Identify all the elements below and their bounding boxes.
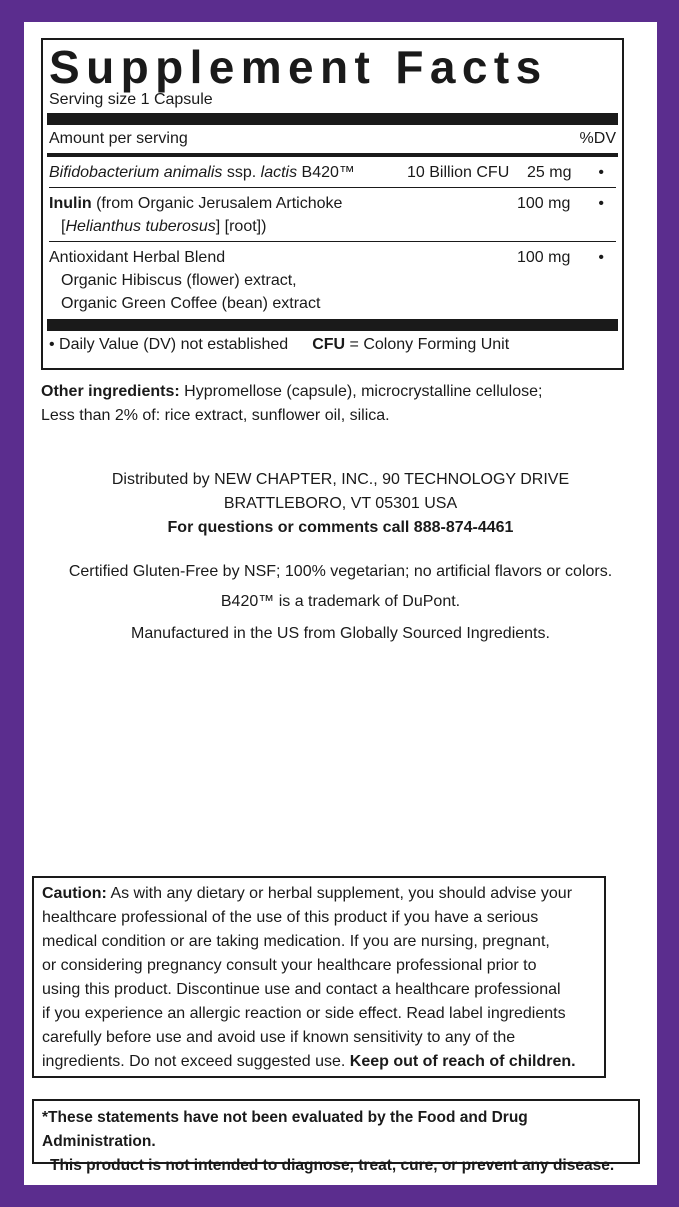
keep-out-warning: Keep out of reach of children. <box>349 1053 576 1070</box>
contact-phone: For questions or comments call 888-874-4461 <box>167 519 514 536</box>
other-ingredients-line2: Less than 2% of: rice extract, sunflower oil, silica. <box>41 407 390 424</box>
dv-marker: • <box>598 195 604 212</box>
fda-disclaimer-line: *These statements have not been evaluated by the Food and Drug Administration. <box>42 1109 528 1150</box>
facts-title: Supplement Facts <box>49 41 548 93</box>
ingredient-row-inulin <box>49 188 616 242</box>
cfu-definition: = Colony Forming Unit <box>345 336 510 353</box>
ingredient-amount: 100 mg <box>517 195 571 212</box>
fda-disclaimer-box <box>32 1099 640 1174</box>
dv-footnote: • Daily Value (DV) not established <box>49 336 289 353</box>
ingredient-name: Bifidobacterium animalis ssp. lactis B420™ <box>49 164 355 181</box>
blend-component: Organic Hibiscus (flower) extract, <box>61 272 297 289</box>
blend-component: Organic Green Coffee (bean) extract <box>61 295 321 312</box>
ingredient-row-probiotic <box>49 157 616 188</box>
ingredient-name: Inulin (from Organic Jerusalem Artichoke <box>49 195 343 212</box>
distributor-address: BRATTLEBORO, VT 05301 USA <box>223 495 458 512</box>
distributor-line: Distributed by NEW CHAPTER, INC., 90 TECHNOLOGY DRIVE <box>111 471 570 488</box>
dv-header: %DV <box>579 130 616 147</box>
cfu-abbrev: CFU <box>312 336 346 353</box>
ingredient-source: [Helianthus tuberosus] [root]) <box>61 218 267 235</box>
fda-disclaimer-line: This product is not intended to diagnose, treat, cure, or prevent any disease. <box>50 1157 615 1174</box>
facts-footnote <box>49 331 616 357</box>
dv-marker: • <box>598 249 604 266</box>
other-ingredients <box>41 380 641 428</box>
caution-label: Caution: <box>42 885 107 902</box>
certifications-block <box>24 560 657 646</box>
ingredient-name: Antioxidant Herbal Blend <box>49 249 226 266</box>
manufacturing-text: Manufactured in the US from Globally Sourced Ingredients. <box>131 625 550 642</box>
thick-divider <box>47 319 618 331</box>
caution-box: Caution: As with any dietary or herbal supplement, you should advise your healthcare professional of the use of this product if you have a serious medical condition or are taking medication. If you are nursing, pregnant, or considering pregnancy consult your healthcare professional prior to using this product. Discontinue use and contact a healthcare professional if you experience an allergic reaction or side effect. Read label ingredients carefully before use and avoid use if known sensitivity to any of the ingredients. Do not exceed suggested use. Keep out of reach of children. <box>32 876 606 1078</box>
thick-divider <box>47 113 618 125</box>
trademark-text: B420™ is a trademark of DuPont. <box>220 593 461 610</box>
distributor-block <box>24 468 657 540</box>
serving-size: Serving size 1 Capsule <box>49 91 213 108</box>
label-panel <box>24 22 657 1185</box>
amount-header: Amount per serving <box>49 130 188 147</box>
dv-marker: • <box>598 164 604 181</box>
cfu-count: 10 Billion CFU <box>407 164 510 181</box>
amount-header-row <box>49 125 616 153</box>
ingredient-amount: 100 mg <box>517 249 571 266</box>
ingredient-row-herbal-blend <box>49 242 616 319</box>
other-ingredients-text: Hypromellose (capsule), microcrystalline cellulose; <box>179 383 543 400</box>
certification-text: Certified Gluten-Free by NSF; 100% vegetarian; no artificial flavors or colors. <box>68 563 613 580</box>
other-ingredients-label: Other ingredients: <box>41 383 180 400</box>
ingredient-amount: 25 mg <box>527 164 572 181</box>
supplement-facts-panel <box>41 38 624 370</box>
